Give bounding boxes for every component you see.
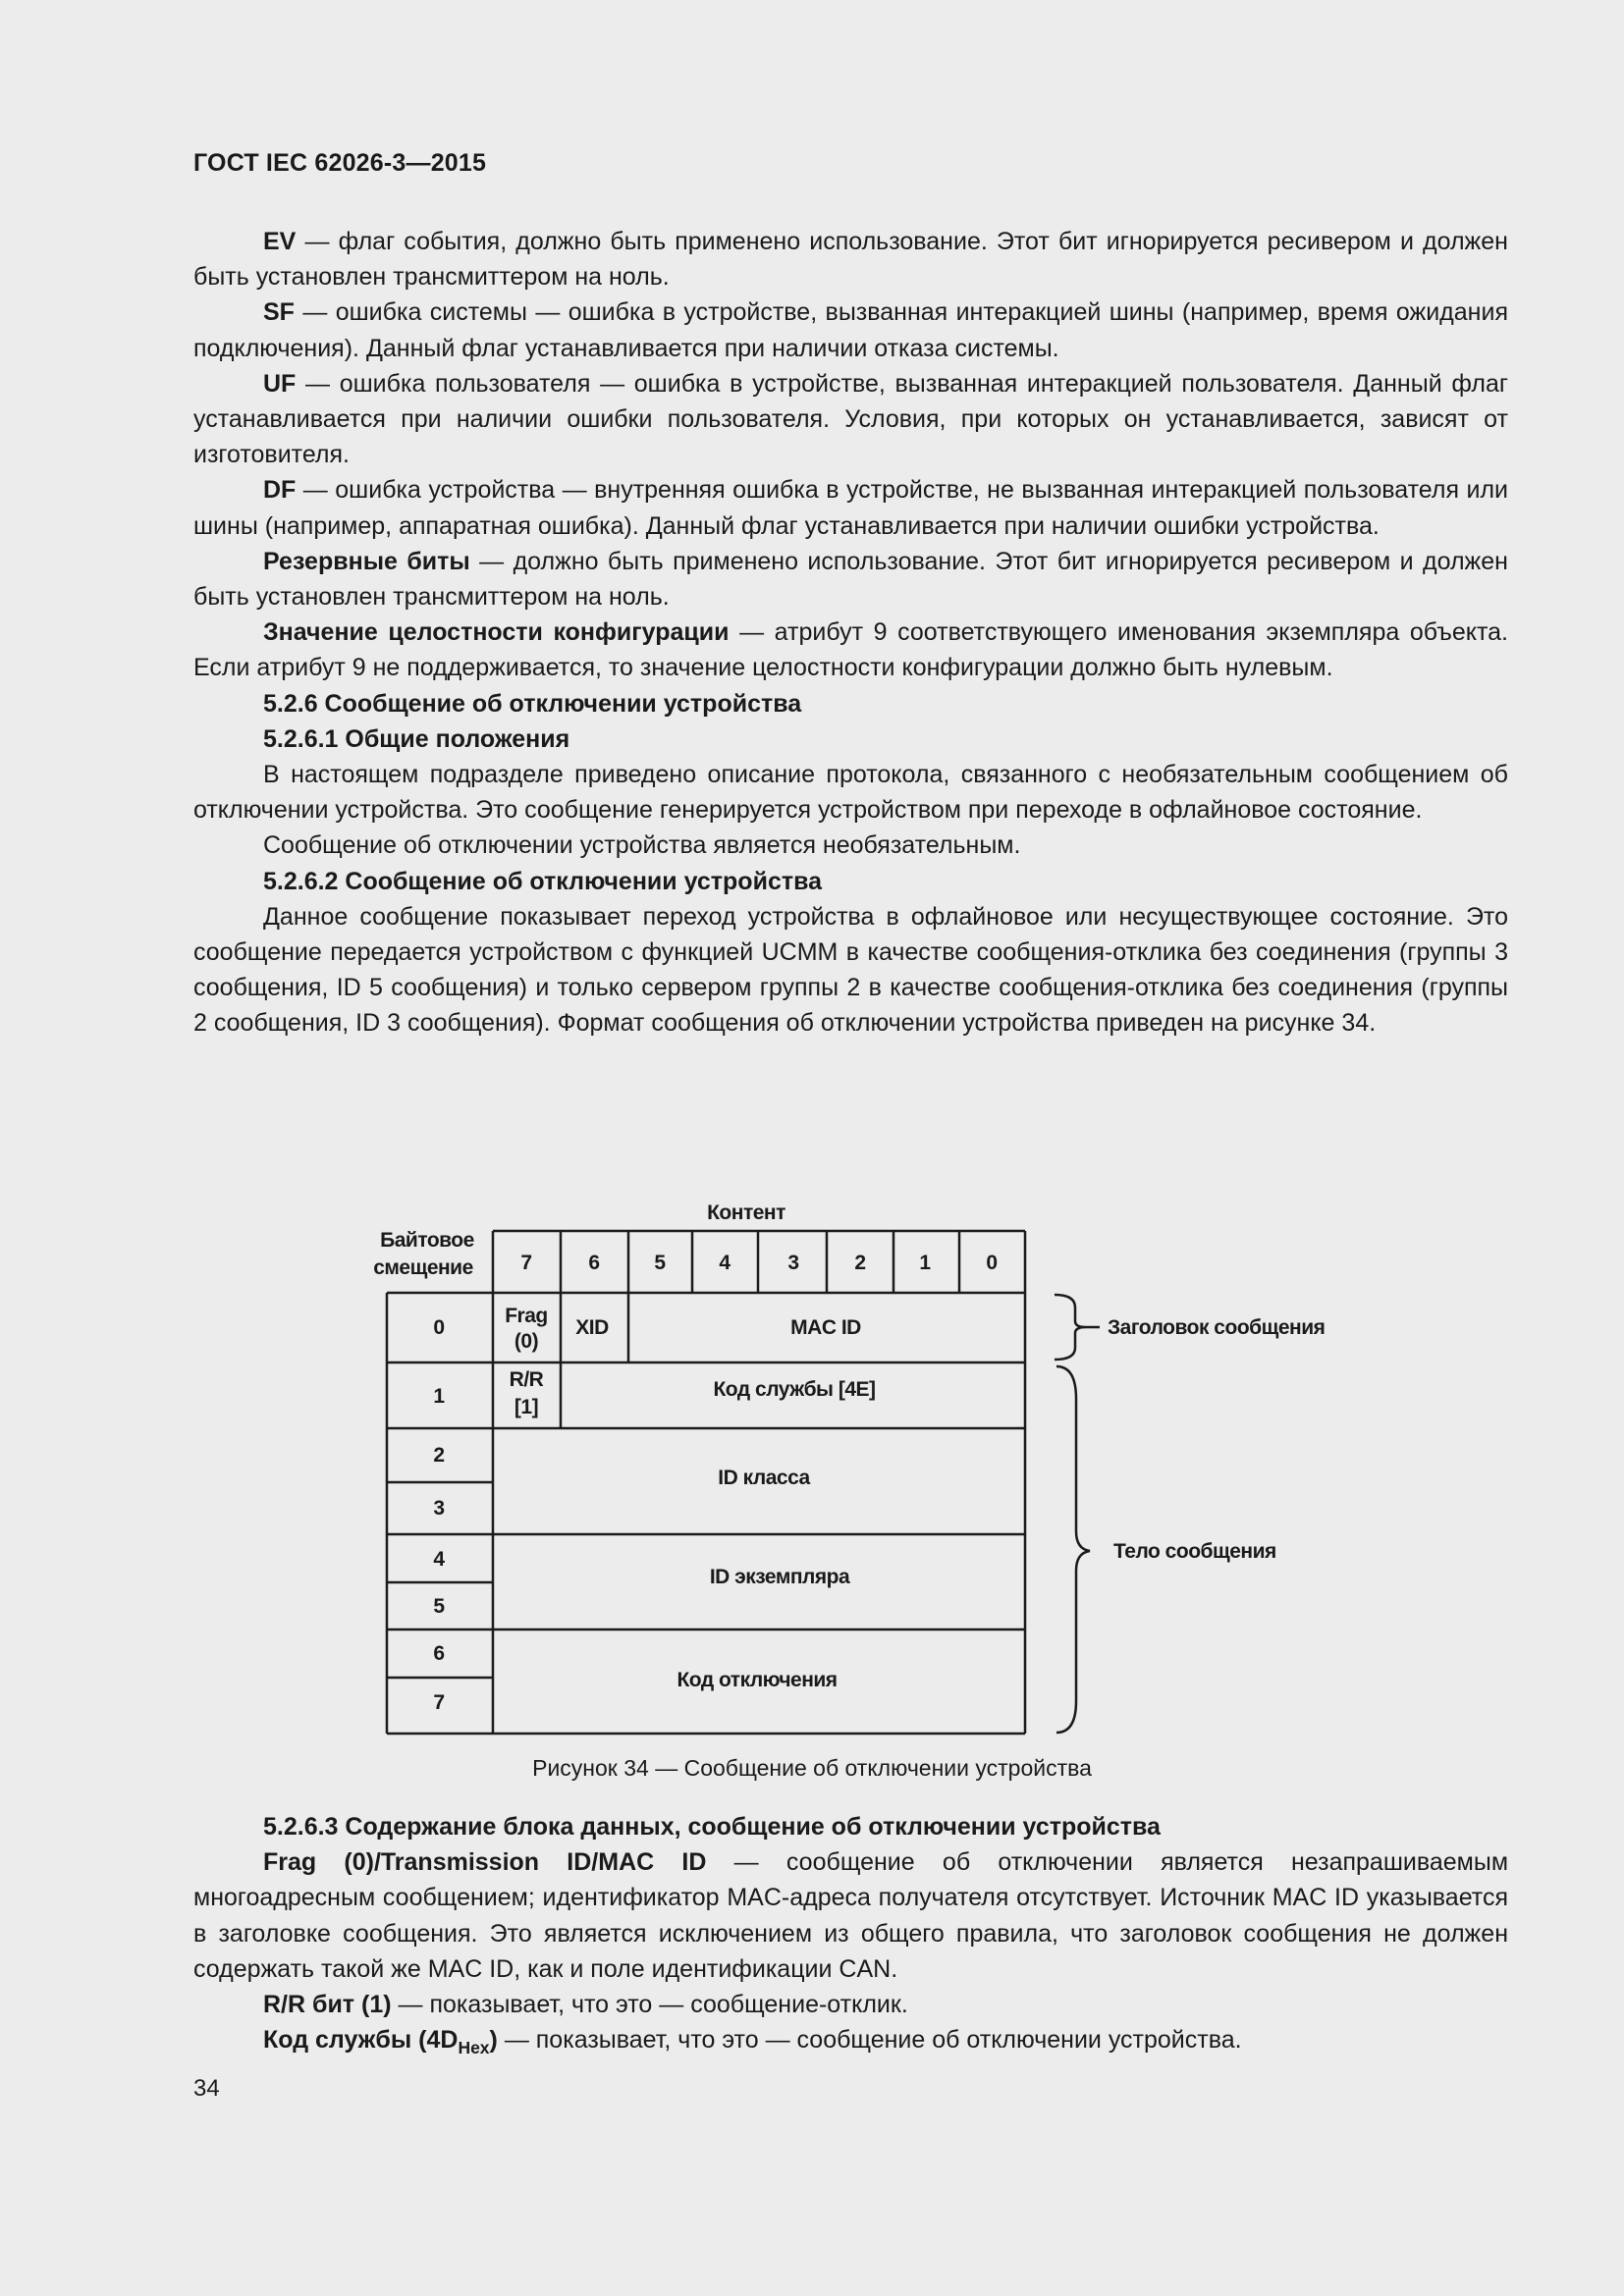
byte-label-2: 2: [433, 1444, 445, 1467]
byte-label-5: 5: [433, 1595, 445, 1618]
bit-label-7: 7: [520, 1252, 532, 1274]
paragraph-rr: [193, 1987, 1508, 2022]
paragraph-df: [193, 472, 1508, 543]
paragraph-message-description: Данное сообщение показывает переход устройства в офлайновое или несуществующее состояние. Это сообщение передается устройством с функцией UCMM в качестве сообщения-отклика без соединения (группы 3 сообщения, ID 5 сообщения) и только сервером группы 2 в качестве сообщения-отклика без соединения (группы 2 сообщения, ID 3 сообщения). Формат сообщения об отключении устройства приведен на рисунке 34.: [193, 902, 1508, 1038]
term-config-integrity: Значение целостности конфигурации: [263, 618, 730, 647]
paragraph-uf: [193, 366, 1508, 473]
class-id-label: ID класса: [718, 1467, 810, 1489]
byte-offset-label-line2: смещение: [373, 1256, 473, 1279]
body-brace-label: Тело сообщения: [1113, 1540, 1276, 1563]
section-heading-5-2-6: 5.2.6 Сообщение об отключении устройства: [263, 689, 802, 718]
def-config-integrity: — атрибут 9 соответствующего именования экземпляра объекта. Если атрибут 9 не поддерживается, то значение целостности конфигурации должно быть нулевым.: [193, 618, 1508, 682]
rr-label-line2: [1]: [514, 1396, 539, 1418]
service-code-label: Код службы [4E]: [713, 1378, 876, 1401]
paragraph-service-code: [193, 2022, 1508, 2065]
byte-label-6: 6: [433, 1642, 445, 1665]
byte-label-3: 3: [433, 1497, 445, 1520]
term-df: DF: [263, 476, 297, 505]
xid-label: XID: [575, 1316, 609, 1339]
def-service-code: — показывает, что это — сообщение об отключении устройства.: [497, 2026, 1242, 2055]
shutdown-code-label: Код отключения: [677, 1669, 838, 1691]
bit-label-3: 3: [787, 1252, 799, 1274]
term-service-code-main: Код службы (4D: [263, 2026, 459, 2055]
bit-label-2: 2: [854, 1252, 866, 1274]
rr-label-line1: R/R: [509, 1368, 544, 1391]
section-heading-5-2-6-2: 5.2.6.2 Сообщение об отключении устройства: [263, 867, 823, 895]
byte-label-7: 7: [433, 1691, 445, 1714]
term-sf: SF: [263, 298, 295, 327]
body-text-lower: [193, 1809, 1508, 2065]
term-ev: EV: [263, 228, 297, 255]
term-rr: R/R бит (1): [263, 1991, 392, 2019]
content-label: Контент: [707, 1201, 785, 1224]
paragraph-general-1: В настоящем подразделе приведено описание протокола, связанного с необязательным сообщением об отключении устройства. Это сообщение генерируется устройством при переходе в офлайновое состояние.: [193, 761, 1508, 825]
header-brace-label: Заголовок сообщения: [1108, 1316, 1326, 1339]
page-number: 34: [193, 2075, 220, 2102]
document-header: ГОСТ IEC 62026-3—2015: [193, 149, 487, 177]
paragraph-general-2: Сообщение об отключении устройства является необязательным.: [263, 831, 1021, 860]
term-frag: Frag (0)/Transmission ID/MAC ID: [263, 1848, 707, 1877]
byte-label-1: 1: [433, 1385, 445, 1408]
term-uf: UF: [263, 369, 297, 398]
paragraph-config-integrity: [193, 614, 1508, 685]
term-service-code-close: ): [489, 2026, 498, 2055]
frag-label-line2: (0): [514, 1330, 539, 1353]
frag-label-line1: Frag: [505, 1305, 548, 1327]
section-heading-5-2-6-1: 5.2.6.1 Общие положения: [263, 724, 570, 753]
bit-label-6: 6: [588, 1252, 600, 1274]
byte-label-0: 0: [433, 1316, 445, 1339]
term-service-code-subscript: Hex: [458, 2038, 490, 2058]
paragraph-ev: [193, 224, 1508, 294]
paragraph-sf: [193, 294, 1508, 365]
header-brace: [1055, 1295, 1086, 1360]
def-sf: — ошибка системы — ошибка в устройстве, вызванная интеракцией шины (например, время ожидания подключения). Данный флаг устанавливается при наличии отказа системы.: [193, 298, 1508, 362]
byte-label-4: 4: [433, 1548, 445, 1571]
byte-offset-label-line1: Байтовое: [380, 1229, 474, 1252]
section-heading-5-2-6-3: 5.2.6.3 Содержание блока данных, сообщение об отключении устройства: [263, 1813, 1161, 1841]
instance-id-label: ID экземпляра: [709, 1566, 850, 1588]
term-service-code: [263, 2026, 498, 2058]
bit-label-4: 4: [719, 1252, 731, 1274]
bit-label-5: 5: [654, 1252, 666, 1274]
figure-caption: Рисунок 34 — Сообщение об отключении устройства: [532, 1755, 1092, 1781]
def-rr: — показывает, что это — сообщение-отклик.: [391, 1991, 908, 2019]
term-reserved-bits: Резервные биты: [263, 547, 470, 575]
def-reserved-bits: — должно быть применено использование. Этот бит игнорируется ресивером и должен быть установлен трансмиттером на ноль.: [193, 547, 1508, 612]
paragraph-frag: [193, 1844, 1508, 1987]
bit-label-1: 1: [919, 1252, 931, 1274]
paragraph-reserved-bits: [193, 544, 1508, 614]
mac-id-label: MAC ID: [790, 1316, 861, 1339]
def-uf: — ошибка пользователя — ошибка в устройстве, вызванная интеракцией пользователя. Данный флаг устанавливается при наличии ошибки пользователя. Условия, при которых он устанавливается, зависят от изготовителя.: [193, 369, 1508, 469]
body-brace: [1056, 1366, 1090, 1733]
def-frag: — сообщение об отключении является незапрашиваемым многоадресным сообщением; идентификатор MAC-адреса получателя отсутствует. Источник MAC ID указывается в заголовке сообщения. Это является исключением из общего правила, что заголовок сообщения не должен содержать такой же MAC ID, как и поле идентификации CAN.: [193, 1848, 1509, 1983]
def-ev: — флаг события, должно быть применено использование. Этот бит игнорируется ресивером и должен быть установлен трансмиттером на ноль.: [193, 228, 1508, 292]
def-df: — ошибка устройства — внутренняя ошибка в устройстве, не вызванная интеракцией пользователя или шины (например, аппаратная ошибка). Данный флаг устанавливается при наличии ошибки устройства.: [193, 476, 1508, 540]
body-text-upper: [193, 224, 1508, 1041]
bit-label-0: 0: [986, 1252, 998, 1274]
